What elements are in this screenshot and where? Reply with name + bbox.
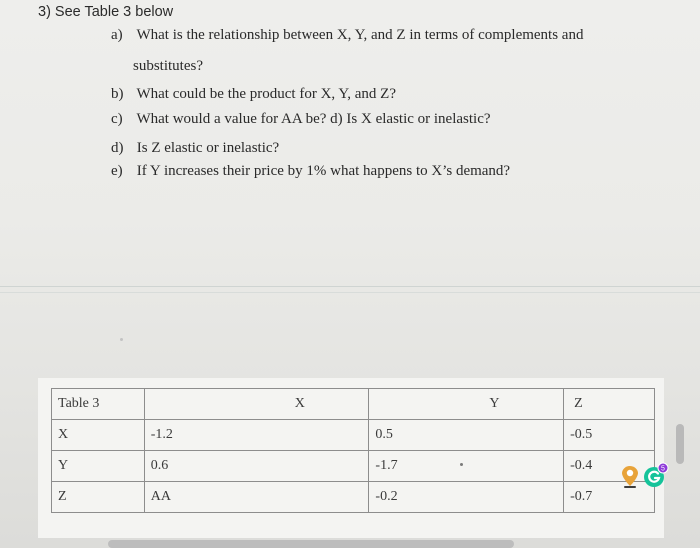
item-text: Is Z elastic or inelastic? — [136, 140, 280, 156]
table-cell: -0.4 — [564, 451, 655, 482]
row-label: Z — [52, 482, 145, 513]
question-a-continued — [133, 58, 203, 75]
divider-line — [0, 286, 700, 287]
vertical-scrollbar[interactable] — [676, 424, 684, 464]
table-cell: -1.2 — [144, 420, 369, 451]
item-letter: c) — [111, 111, 123, 127]
table-row — [52, 420, 655, 451]
table-cell: -0.5 — [564, 420, 655, 451]
elasticity-table — [51, 388, 655, 513]
horizontal-scrollbar[interactable] — [108, 540, 514, 548]
item-text: substitutes? — [133, 58, 203, 74]
question-c — [111, 111, 491, 128]
column-header-x: X — [144, 389, 369, 420]
grammar-assistant-icon[interactable] — [644, 463, 668, 487]
stray-mark — [460, 463, 463, 466]
question-b — [111, 86, 396, 103]
table-title: Table 3 — [52, 389, 145, 420]
row-label: X — [52, 420, 145, 451]
question-d — [111, 140, 279, 157]
item-text: What would a value for AA be? d) Is X elastic or inelastic? — [136, 111, 491, 127]
item-text: What is the relationship between X, Y, and Z in terms of complements and — [136, 27, 584, 43]
extension-icons — [618, 462, 670, 490]
table-cell: -0.7 — [564, 482, 655, 513]
table-cell: AA — [144, 482, 369, 513]
question-heading: 3) See Table 3 below — [38, 4, 174, 20]
table-cell: 0.6 — [144, 451, 369, 482]
table-row — [52, 451, 655, 482]
cursor-dot — [120, 338, 123, 341]
question-e — [111, 163, 510, 180]
column-header-z: Z — [564, 389, 655, 420]
table-cell: 0.5 — [369, 420, 564, 451]
table-header-row — [52, 389, 655, 420]
item-letter: a) — [111, 27, 123, 43]
table-cell: -0.2 — [369, 482, 564, 513]
item-letter: b) — [111, 86, 124, 102]
svg-text:5: 5 — [661, 465, 665, 473]
row-label: Y — [52, 451, 145, 482]
divider-line — [0, 292, 700, 293]
item-letter: e) — [111, 163, 123, 179]
item-text: What could be the product for X, Y, and Z? — [136, 86, 396, 102]
question-a — [111, 27, 583, 44]
table-cell: -1.7 — [369, 451, 564, 482]
column-header-y: Y — [369, 389, 564, 420]
table-row — [52, 482, 655, 513]
item-text: If Y increases their price by 1% what happens to X’s demand? — [136, 163, 511, 179]
item-letter: d) — [111, 140, 124, 156]
location-pin-icon[interactable] — [622, 466, 638, 488]
